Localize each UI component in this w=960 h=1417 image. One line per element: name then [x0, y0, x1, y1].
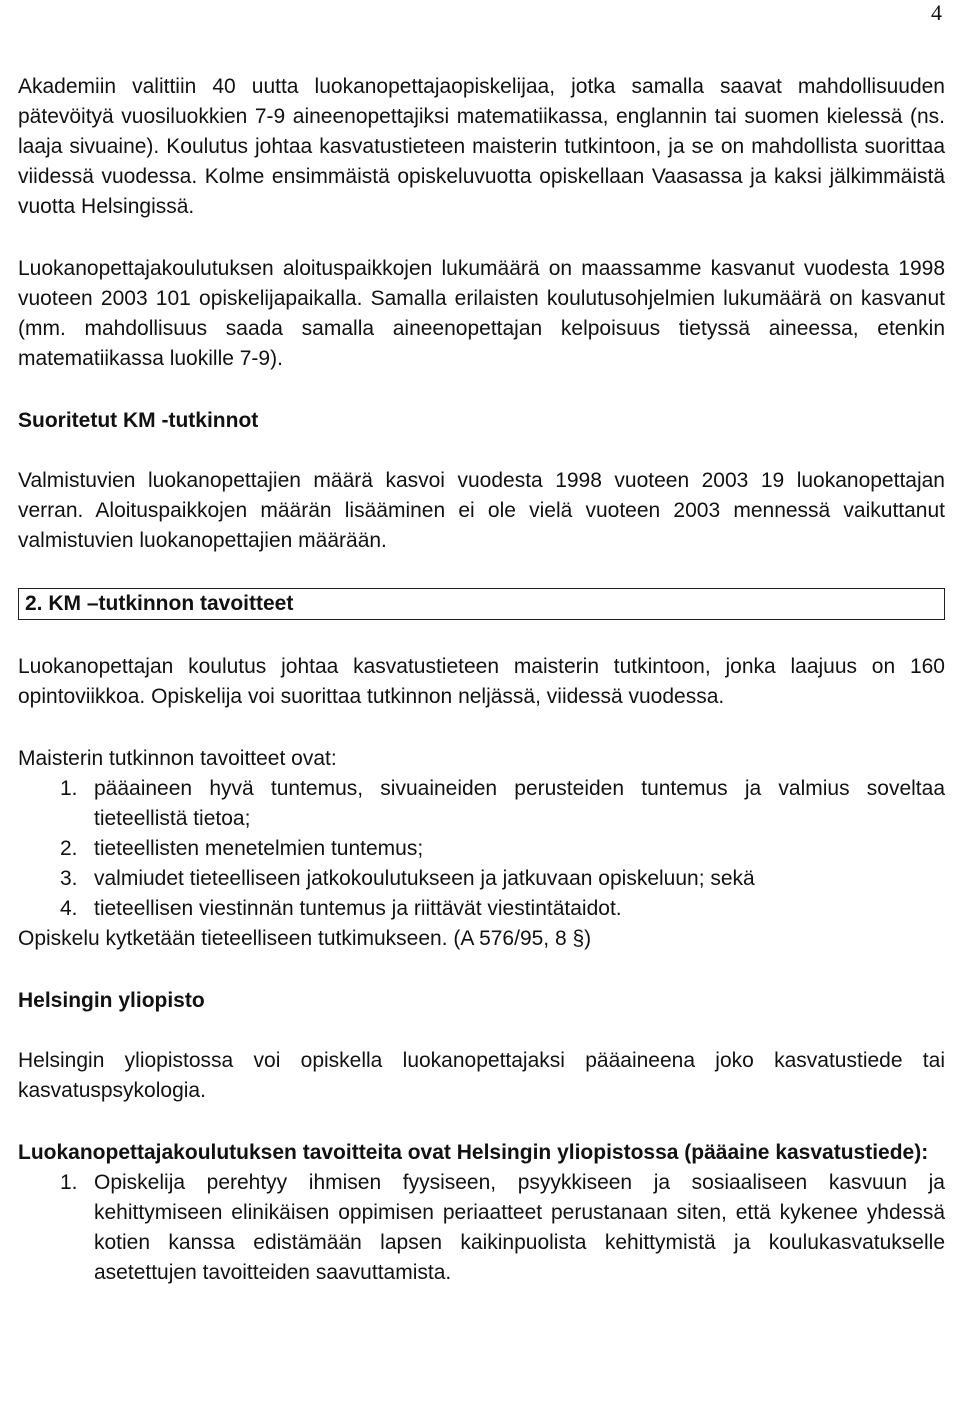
list-item-text: tieteellisen viestinnän tuntemus ja riittävät viestintätaidot. [94, 897, 622, 920]
paragraph-aloituspaikat: Luokanopettajakoulutuksen aloituspaikkojen lukumäärä on maassamme kasvanut vuodesta 1998 vuoteen 2003 101 opiskelijapaikalla. Samalla erilaisten koulutusohjelmien lukumäärä on kasvanut (mm. mahdollisuus saada samalla aineenopettajan kelpoisuus tietyssä aineessa, etenkin matematiikassa luokille 7-9). [18, 257, 945, 370]
list-item [18, 1168, 945, 1288]
list-item [18, 774, 945, 834]
paragraph-helsinki-paaaine: Helsingin yliopistossa voi opiskella luokanopettajaksi pääaineena joko kasvatustiede tai kasvatuspsykologia. [18, 1049, 945, 1102]
list-item [18, 894, 945, 924]
list-item-text: valmiudet tieteelliseen jatkokoulutukseen ja jatkuvaan opiskeluun; sekä [94, 867, 755, 890]
list-item-number: 4. [60, 897, 78, 920]
paragraph-akatemia: Akademiin valittiin 40 uutta luokanopettajaopiskelijaa, jotka samalla saavat mahdollisuuden pätevöityä vuosiluokkien 7-9 aineenopettajiksi matematiikassa, englannin tai suomen kielessä (ns. laaja sivuaine). Koulutus johtaa kasvatustieteen maisterin tutkintoon, ja se on mahdollista suorittaa viidessä vuodessa. Kolme ensimmäistä opiskeluvuotta opiskellaan Vaasassa ja kaksi jälkimmäistä vuotta Helsingissä. [18, 75, 945, 218]
heading-km-tutkinnon-tavoitteet: 2. KM –tutkinnon tavoitteet [18, 588, 945, 620]
list-item [18, 834, 945, 864]
goals-list [18, 774, 945, 924]
list-item-number: 2. [60, 837, 78, 860]
list-item-number: 3. [60, 867, 78, 890]
goals-outro: Opiskelu kytketään tieteelliseen tutkimukseen. (A 576/95, 8 §) [18, 927, 592, 950]
list-item [18, 864, 945, 894]
list-item-text: Opiskelija perehtyy ihmisen fyysiseen, psyykkiseen ja sosiaaliseen kasvuun ja kehittymiseen elinikäisen oppimisen periaatteet perustanaan siten, että kykenee yhdessä kotien kanssa edistämään lapsen kaikinpuolista kehittymistä ja koulukasvatukselle asetettujen tavoitteiden saavuttamista. [94, 1171, 945, 1284]
list-item-number: 1. [60, 1171, 78, 1194]
heading-helsinki-tavoitteet: Luokanopettajakoulutuksen tavoitteita ovat Helsingin yliopistossa (pääaine kasvatustiede): [18, 1141, 929, 1164]
heading-suoritetut-km-tutkinnot: Suoritetut KM -tutkinnot [18, 409, 259, 432]
paragraph-koulutus-laajuus: Luokanopettajan koulutus johtaa kasvatustieteen maisterin tutkintoon, jonka laajuus on 160 opintoviikkoa. Opiskelija voi suorittaa tutkinnon neljässä, viidessä vuodessa. [18, 655, 945, 708]
helsinki-goals-list [18, 1168, 945, 1288]
list-item-text: tieteellisten menetelmien tuntemus; [94, 837, 424, 860]
list-item-text: pääaineen hyvä tuntemus, sivuaineiden perusteiden tuntemus ja valmius soveltaa tieteellistä tietoa; [94, 777, 945, 830]
goals-intro: Maisterin tutkinnon tavoitteet ovat: [18, 747, 337, 770]
heading-helsingin-yliopisto: Helsingin yliopisto [18, 989, 205, 1012]
document-body [18, 72, 945, 1288]
paragraph-valmistuvat: Valmistuvien luokanopettajien määrä kasvoi vuodesta 1998 vuoteen 2003 19 luokanopettajan verran. Aloituspaikkojen määrän lisääminen ei ole vielä vuoteen 2003 mennessä vaikuttanut valmistuvien luokanopettajien määrään. [18, 469, 945, 552]
list-item-number: 1. [60, 777, 78, 800]
page-number: 4 [931, 0, 942, 25]
